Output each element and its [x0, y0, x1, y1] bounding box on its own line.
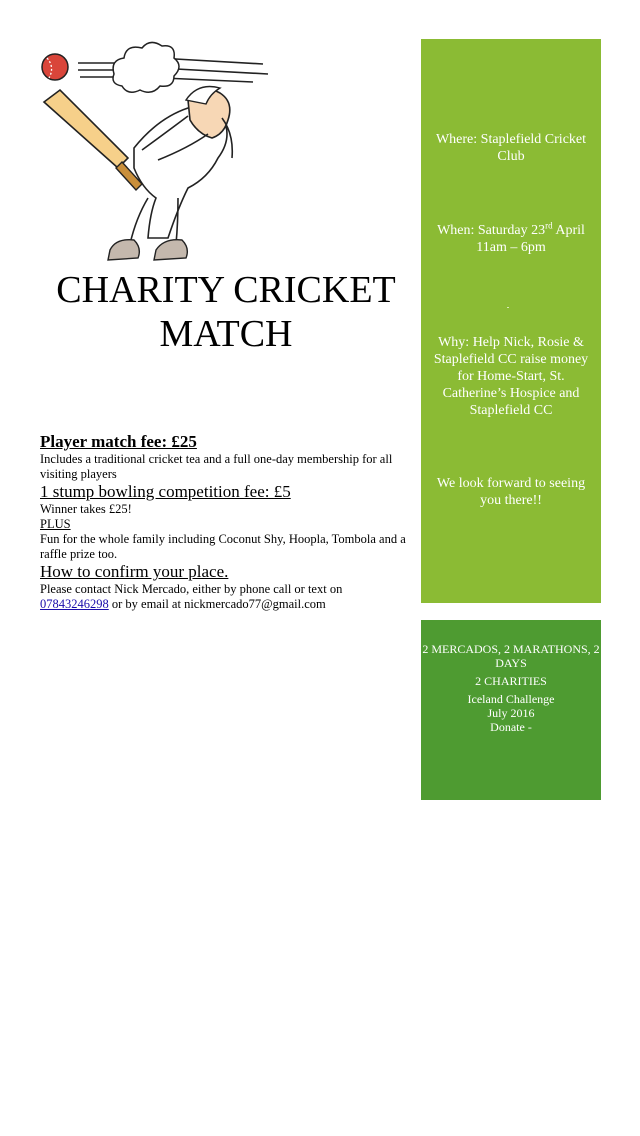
- closing-text: We look forward to seeing you there!!: [436, 476, 586, 508]
- plus-label: PLUS: [40, 517, 71, 531]
- title-line-1: CHARITY CRICKET: [56, 269, 396, 311]
- challenge-line-1: 2 MERCADOS, 2 MARATHONS, 2 DAYS: [422, 642, 600, 670]
- divider-dot: [507, 307, 509, 308]
- page-title: [30, 268, 422, 356]
- challenge-panel: [421, 620, 601, 800]
- contact-line: [40, 597, 416, 612]
- challenge-line-2: 2 CHARITIES: [475, 674, 547, 688]
- event-details: [40, 432, 416, 612]
- title-line-2: MATCH: [159, 313, 293, 355]
- cricket-bat-icon: [44, 90, 142, 190]
- stump-competition-heading: 1 stump bowling competition fee: £5: [40, 482, 291, 501]
- phone-link[interactable]: 07843246298: [40, 597, 109, 611]
- challenge-line-5: Donate -: [490, 720, 532, 734]
- when-text: [429, 222, 593, 256]
- confirm-heading: How to confirm your place.: [40, 562, 229, 581]
- player-fee-heading: Player match fee: £25: [40, 432, 197, 451]
- when-suffix: April: [552, 223, 585, 238]
- cricket-ball-icon: [42, 54, 68, 80]
- family-text: Fun for the whole family including Coconut Shy, Hoopla, Tombola and a raffle prize too.: [40, 532, 406, 561]
- when-prefix: When: Saturday 23: [437, 223, 546, 238]
- cricketer-cartoon-icon: [38, 38, 278, 266]
- why-text: Why: Help Nick, Rosie & Staplefield CC raise money for Home-Start, St. Catherine’s Hospice and Staplefield CC: [433, 335, 589, 418]
- event-info-panel: [421, 39, 601, 603]
- email-text: or by email at nickmercado77@gmail.com: [108, 597, 326, 611]
- challenge-line-4: July 2016: [487, 706, 535, 720]
- cricketer-shoe-left: [108, 240, 139, 260]
- where-text: Where: Staplefield Cricket Club: [435, 132, 587, 164]
- when-sup: rd: [545, 220, 553, 231]
- dust-cloud: [113, 42, 179, 92]
- when-time: 11am – 6pm: [476, 240, 546, 255]
- challenge-line-3: Iceland Challenge: [467, 692, 555, 706]
- player-fee-text: Includes a traditional cricket tea and a full one-day membership for all visiting players: [40, 452, 393, 481]
- cricketer-shoe-right: [154, 240, 187, 260]
- winner-text: Winner takes £25!: [40, 502, 132, 516]
- contact-text: Please contact Nick Mercado, either by phone call or text on: [40, 582, 343, 596]
